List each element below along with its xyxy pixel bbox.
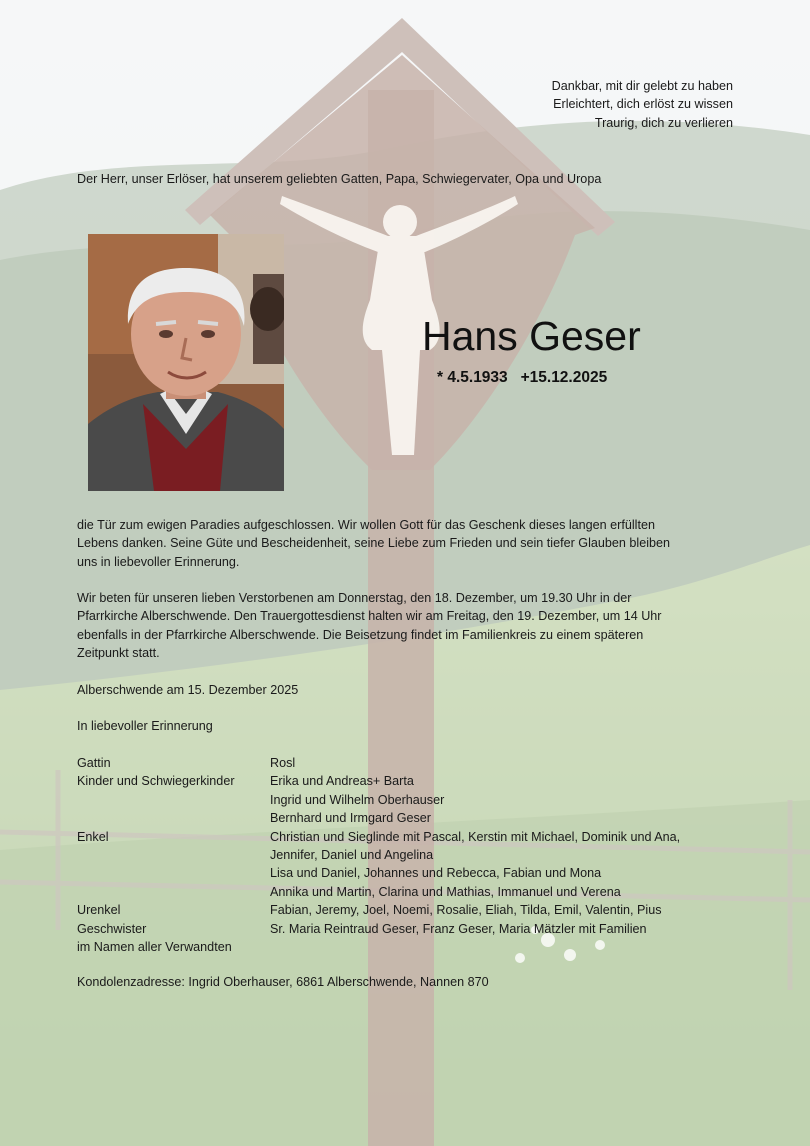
deceased-name: Hans Geser bbox=[422, 313, 641, 359]
family-row bbox=[77, 754, 757, 772]
text-line: Lebens danken. Seine Güte und Bescheidenheit, seine Liebe zum Frieden und sein tiefer Glauben bleiben bbox=[77, 536, 671, 551]
family-label: Geschwister bbox=[77, 921, 147, 936]
condolence-address: Kondolenzadresse: Ingrid Oberhauser, 6861 Alberschwende, Nannen 870 bbox=[77, 975, 489, 989]
family-row bbox=[77, 920, 757, 938]
portrait-photo bbox=[88, 234, 284, 491]
family-row bbox=[77, 901, 757, 919]
family-names: Christian und Sieglinde mit Pascal, Kerstin mit Michael, Dominik und Ana, bbox=[270, 829, 681, 844]
family-label: Kinder und Schwiegerkinder bbox=[77, 774, 235, 789]
text-line: uns in liebevoller Erinnerung. bbox=[77, 554, 240, 569]
family-row bbox=[77, 772, 757, 827]
place-date: Alberschwende am 15. Dezember 2025 bbox=[77, 683, 299, 697]
family-names: Bernhard und Irmgard Geser bbox=[270, 811, 432, 826]
family-label: Urenkel bbox=[77, 903, 121, 918]
family-names: Annika und Martin, Clarina und Mathias, Immanuel und Verena bbox=[270, 884, 621, 899]
family-label: Gattin bbox=[77, 756, 111, 770]
family-names: Sr. Maria Reintraud Geser, Franz Geser, Maria Mätzler mit Familien bbox=[270, 921, 647, 936]
family-names: Jennifer, Daniel und Angelina bbox=[270, 848, 434, 863]
motto-line: Erleichtert, dich erlöst zu wissen bbox=[553, 97, 733, 112]
family-label: Enkel bbox=[77, 829, 109, 844]
family-row bbox=[77, 828, 757, 902]
text-line: Wir beten für unseren lieben Verstorbenen am Donnerstag, den 18. Dezember, um 19.30 Uhr in der bbox=[77, 591, 632, 605]
life-dates: * 4.5.1933 +15.12.2025 bbox=[437, 369, 608, 386]
family-row bbox=[77, 938, 757, 956]
text-line: die Tür zum ewigen Paradies aufgeschlossen. Wir wollen Gott für das Geschenk dieses langen erfüllten bbox=[77, 518, 655, 532]
family-list bbox=[77, 754, 757, 956]
family-names: Fabian, Jeremy, Joel, Noemi, Rosalie, Eliah, Tilda, Emil, Valentin, Pius bbox=[270, 903, 662, 918]
motto bbox=[552, 77, 733, 132]
text-line: Zeitpunkt statt. bbox=[77, 646, 160, 661]
family-label: im Namen aller Verwandten bbox=[77, 940, 232, 955]
paragraph-gratitude bbox=[77, 516, 737, 571]
motto-line: Traurig, dich zu verlieren bbox=[594, 115, 733, 130]
family-names: Erika und Andreas+ Barta bbox=[270, 774, 414, 789]
text-line: Pfarrkirche Alberschwende. Den Trauergottesdienst halten wir am Freitag, den 19. Dezember, um 14 Uhr bbox=[77, 609, 662, 624]
family-names: Lisa und Daniel, Johannes und Rebecca, Fabian und Mona bbox=[270, 866, 602, 881]
closing-line: In liebevoller Erinnerung bbox=[77, 719, 213, 733]
intro-text: Der Herr, unser Erlöser, hat unserem geliebten Gatten, Papa, Schwiegervater, Opa und Uropa bbox=[77, 172, 602, 186]
family-names: Rosl bbox=[270, 756, 296, 770]
motto-line: Dankbar, mit dir gelebt zu haben bbox=[551, 79, 733, 93]
text-line: ebenfalls in der Pfarrkirche Alberschwende. Die Beisetzung findet im Familienkreis zu einem späteren bbox=[77, 627, 644, 642]
family-names: Ingrid und Wilhelm Oberhauser bbox=[270, 792, 445, 807]
paragraph-services bbox=[77, 589, 737, 663]
